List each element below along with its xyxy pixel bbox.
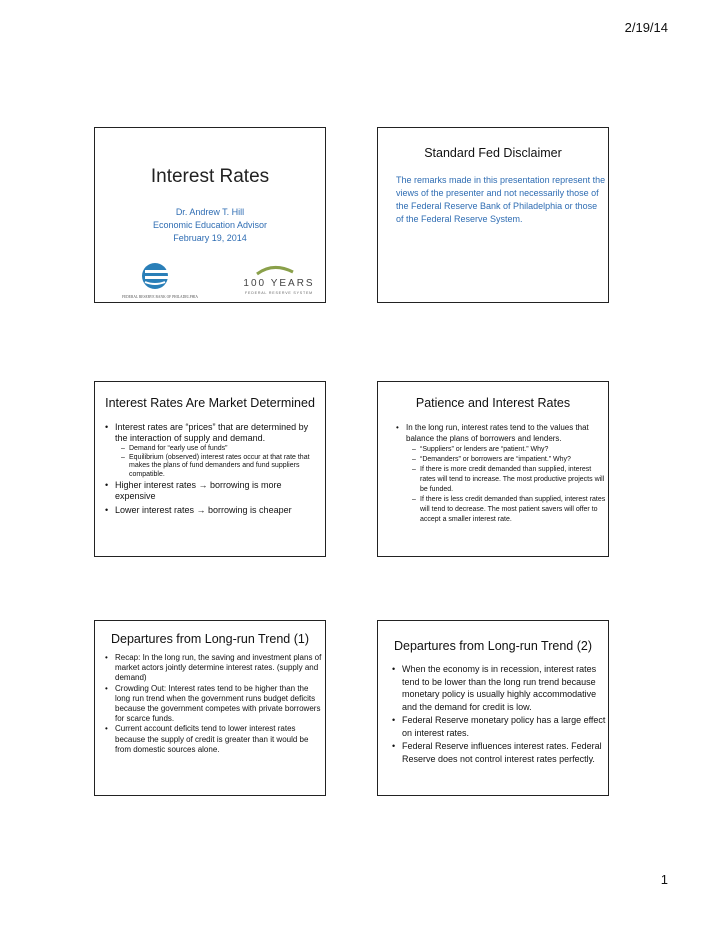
list-item: • Federal Reserve influences interest rates. Federal Reserve does not control interest rates perfectly. [392, 740, 606, 765]
bullet-text: In the long run, interest rates tend to the values that balance the plans of borrowers and lenders. [406, 423, 589, 443]
sub-list-item: – “Suppliers” or lenders are “patient.” Why? [412, 445, 608, 455]
slide-4-title: Patience and Interest Rates [415, 396, 571, 410]
slide-2-body: The remarks made in this presentation represent the views of the presenter and not necessarily those of the Federal Reserve Bank of Philadelphia or those of the Federal Reserve System. [396, 175, 606, 224]
slide-3-body [105, 422, 321, 516]
slide-departures-2 [377, 620, 609, 796]
slide-3-title: Interest Rates Are Market Determined [105, 396, 315, 410]
list-item [105, 422, 321, 479]
slide-5-title: Departures from Long-run Trend (1) [110, 632, 309, 646]
slide-disclaimer [377, 127, 609, 303]
slide-market-determined [94, 381, 326, 557]
list-item: • Higher interest rates → borrowing is more expensive [105, 480, 321, 502]
logo-right-caption: FEDERAL RESERVE SYSTEM [245, 291, 313, 295]
list-item: • Recap: In the long run, the saving and investment plans of market actors jointly determine interest rates. (supply and demand) [105, 653, 323, 684]
list-item: • Lower interest rates → borrowing is cheaper [105, 505, 321, 516]
sub-list-item: – Demand for “early use of funds” [121, 445, 321, 454]
author-role: Economic Education Advisor [152, 220, 268, 230]
list-item: • Current account deficits tend to lower interest rates because the supply of credit is greater than it would be from domestic sources alone. [105, 724, 323, 755]
slide-6-body [392, 663, 606, 766]
list-item: • When the economy is in recession, interest rates tend to be lower than the long run trend because monetary policy is usually highly accommodative and the demand for credit is low. [392, 663, 606, 713]
fed-100-years-logo [235, 262, 323, 302]
page-date: 2/19/14 [624, 20, 668, 35]
sub-list-item: – Equilibrium (observed) interest rates occur at that rate that makes the plans of fund demanders and fund suppliers compatible. [121, 454, 321, 480]
slide-2-title: Standard Fed Disclaimer [424, 146, 562, 160]
slide-title [94, 127, 326, 303]
slide-6-title: Departures from Long-run Trend (2) [393, 639, 592, 653]
logo-right-text: 100 YEARS [243, 278, 315, 289]
philadelphia-fed-logo [105, 258, 215, 302]
presentation-date: February 19, 2014 [173, 233, 247, 243]
slide-patience [377, 381, 609, 557]
sub-list-item: – If there is less credit demanded than supplied, interest rates will tend to decrease. The most patient savers will offer to accept a smaller interest rate. [412, 495, 608, 525]
author-name: Dr. Andrew T. Hill [175, 207, 245, 217]
sub-list-item: – If there is more credit demanded than supplied, interest rates will tend to increase. The most productive projects will be funded. [412, 465, 608, 495]
bullet-text: Interest rates are “prices” that are determined by the interaction of supply and demand. [115, 422, 309, 443]
slide-departures-1 [94, 620, 326, 796]
list-item [396, 422, 608, 525]
slide-1-title: Interest Rates [150, 166, 270, 187]
slide-4-body [396, 422, 608, 526]
page-number: 1 [660, 872, 668, 887]
sub-list-item: – “Demanders” or borrowers are “impatient.” Why? [412, 455, 608, 465]
list-item: • Federal Reserve monetary policy has a large effect on interest rates. [392, 714, 606, 739]
slide-5-body [105, 653, 323, 755]
list-item: • Crowding Out: Interest rates tend to be higher than the long run trend when the government runs budget deficits because the government competes with private borrowers for scarce funds. [105, 684, 323, 725]
logo-left-caption: FEDERAL RESERVE BANK OF PHILADELPHIA [121, 295, 199, 299]
slide-1-subtitle [95, 206, 325, 245]
